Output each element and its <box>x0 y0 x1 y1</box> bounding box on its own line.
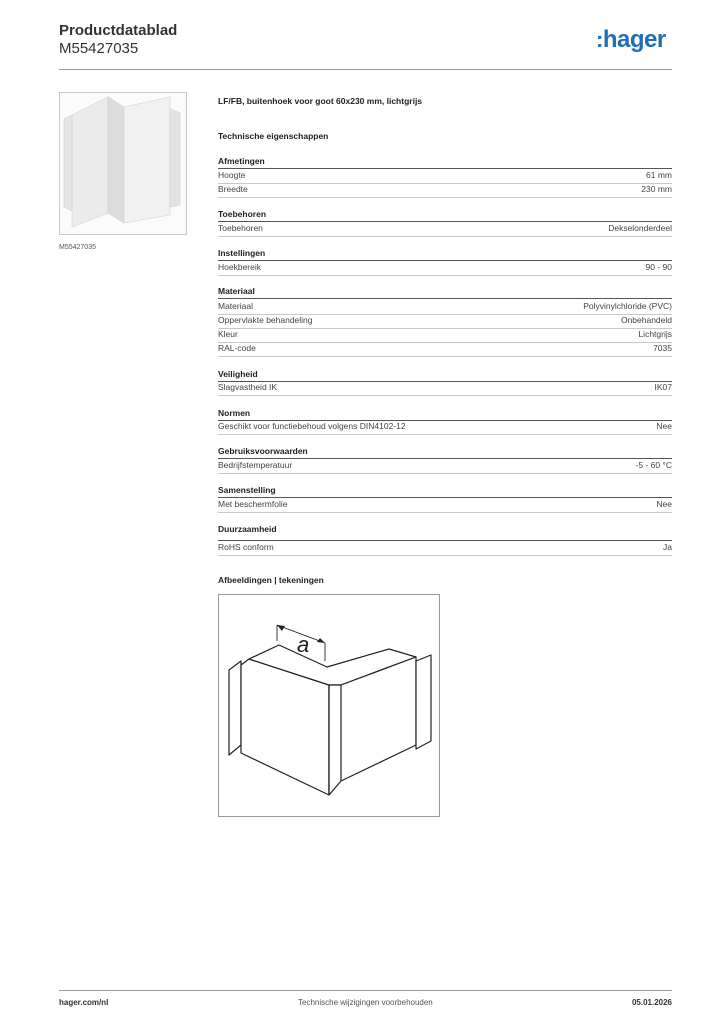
row-divider <box>218 356 672 357</box>
row-label: Oppervlakte behandeling <box>218 315 313 325</box>
logo-text: hager <box>602 26 666 53</box>
table-row <box>218 459 672 473</box>
table-row <box>218 314 672 328</box>
section-title-samenstelling: Samenstelling <box>218 485 276 495</box>
product-photo-image <box>60 93 186 234</box>
footer-divider <box>59 990 672 991</box>
table-row <box>218 541 672 555</box>
footer-website[interactable]: hager.com/nl <box>59 998 109 1007</box>
technical-drawing-image <box>219 595 439 816</box>
section-title-materiaal: Materiaal <box>218 286 255 296</box>
row-label: Met beschermfolie <box>218 499 288 509</box>
row-value: 61 mm <box>646 170 672 180</box>
row-value: 230 mm <box>641 184 672 194</box>
row-value: Dekselonderdeel <box>608 223 672 233</box>
row-label: Bedrijfstemperatuur <box>218 460 293 470</box>
table-row <box>218 420 672 434</box>
section-divider <box>218 298 672 299</box>
row-value: -5 - 60 °C <box>635 460 672 470</box>
table-row <box>218 222 672 236</box>
row-label: Hoekbereik <box>218 262 261 272</box>
tech-properties-heading: Technische eigenschappen <box>218 131 329 141</box>
technical-drawing <box>218 594 440 817</box>
product-code: M55427035 <box>59 40 139 57</box>
section-title-instellingen: Instellingen <box>218 248 266 258</box>
row-value: Polyvinylchloride (PVC) <box>583 301 672 311</box>
section-title-afmetingen: Afmetingen <box>218 156 265 166</box>
row-label: Breedte <box>218 184 248 194</box>
hager-logo: :hager <box>596 26 666 53</box>
row-label: RAL-code <box>218 343 256 353</box>
section-title-toebehoren: Toebehoren <box>218 209 267 219</box>
row-label: Geschikt voor functiebehoud volgens DIN4102-12 <box>218 421 406 431</box>
row-label: Slagvastheid IK <box>218 382 278 392</box>
footer-date: 05.01.2026 <box>631 998 672 1007</box>
row-label: RoHS conform <box>218 542 274 552</box>
row-value: Ja <box>663 542 672 552</box>
row-value: Lichtgrijs <box>638 329 672 339</box>
row-divider <box>218 236 672 237</box>
product-description: LF/FB, buitenhoek voor goot 60x230 mm, lichtgrijs <box>218 96 423 106</box>
row-label: Toebehoren <box>218 223 263 233</box>
photo-caption: M55427035 <box>59 244 96 251</box>
row-divider <box>218 473 672 474</box>
row-divider <box>218 395 672 396</box>
section-title-normen: Normen <box>218 408 251 418</box>
section-title-veiligheid: Veiligheid <box>218 369 258 379</box>
row-divider <box>218 275 672 276</box>
table-row <box>218 381 672 395</box>
row-value: Nee <box>656 499 672 509</box>
row-label: Kleur <box>218 329 238 339</box>
row-divider <box>218 197 672 198</box>
row-label: Hoogte <box>218 170 246 180</box>
footer-disclaimer: Technische wijzigingen voorbehouden <box>298 998 433 1007</box>
dimension-label: a <box>297 632 310 657</box>
row-divider <box>218 512 672 513</box>
row-value: 90 - 90 <box>645 262 672 272</box>
row-value: 7035 <box>653 343 672 353</box>
row-label: Materiaal <box>218 301 253 311</box>
images-heading: Afbeeldingen | tekeningen <box>218 575 324 585</box>
row-divider <box>218 434 672 435</box>
product-photo <box>59 92 187 235</box>
section-title-duurzaamheid: Duurzaamheid <box>218 524 277 534</box>
row-value: Nee <box>656 421 672 431</box>
header-divider <box>59 69 672 70</box>
row-divider <box>218 555 672 556</box>
section-title-gebruiksvoorwaarden: Gebruiksvoorwaarden <box>218 446 308 456</box>
page-title: Productdatablad <box>59 22 178 39</box>
table-row <box>218 261 672 275</box>
table-row <box>218 498 672 512</box>
table-row <box>218 328 672 342</box>
table-row <box>218 300 672 314</box>
row-value: Onbehandeld <box>620 315 672 325</box>
table-row <box>218 169 672 183</box>
row-value: IK07 <box>654 382 672 392</box>
table-row <box>218 183 672 197</box>
table-row <box>218 342 672 356</box>
